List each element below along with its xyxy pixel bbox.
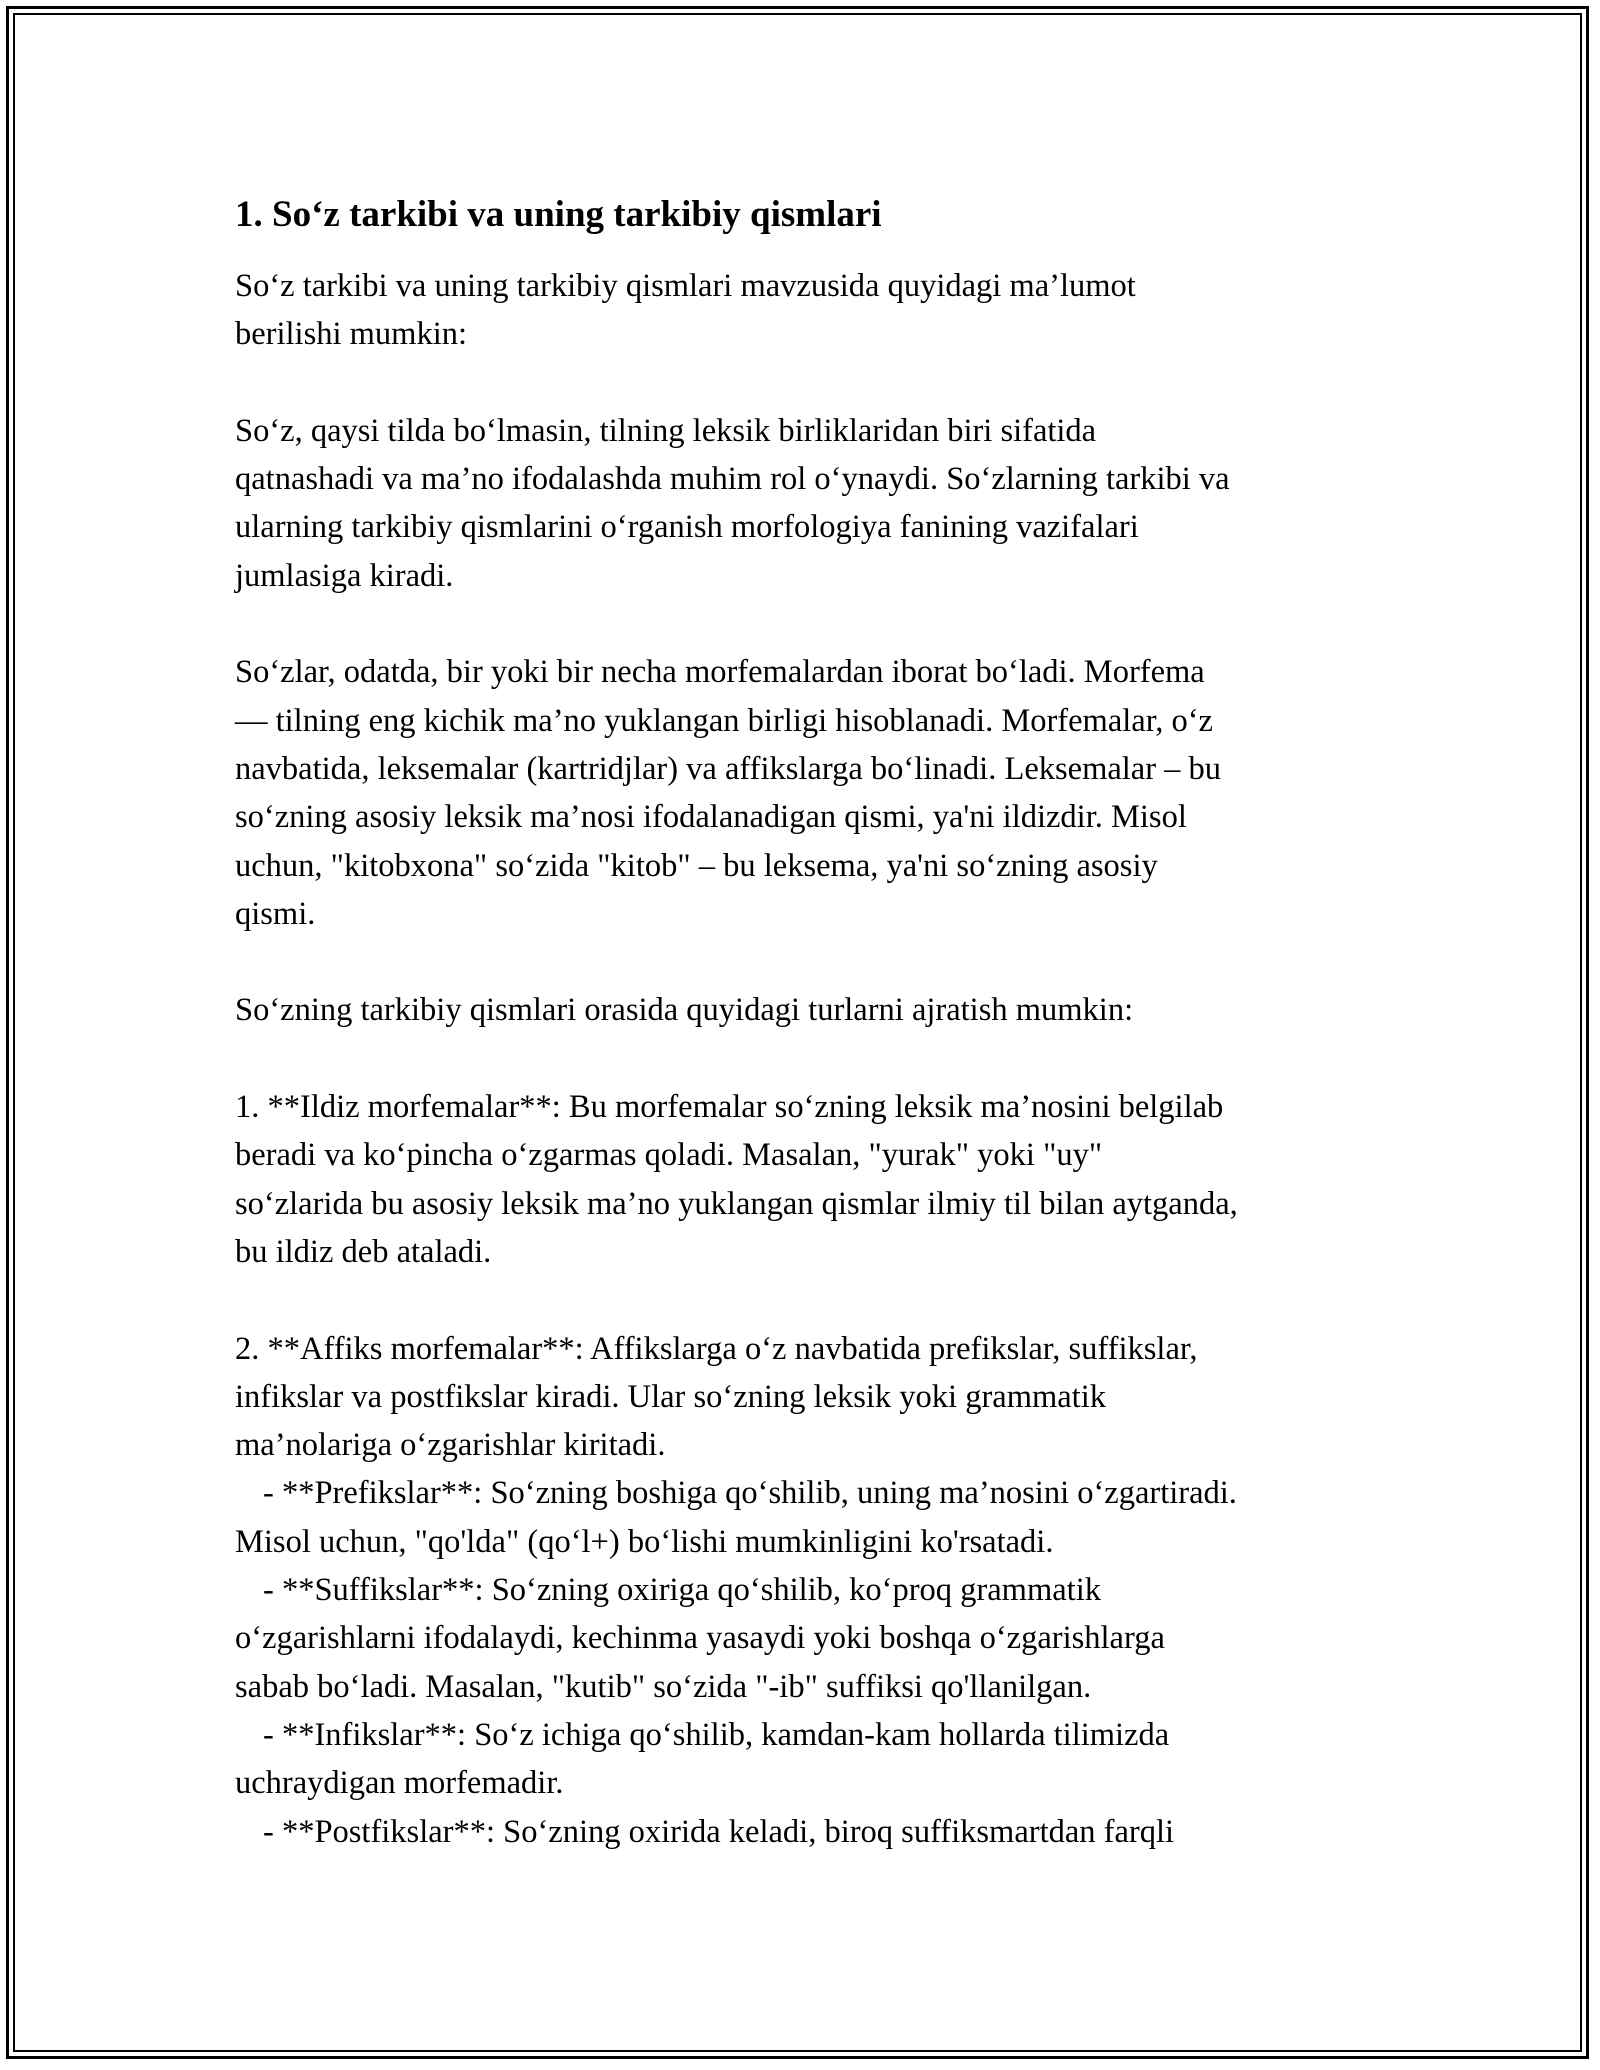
text-line: berilishi mumkin: [235,316,468,353]
text-line: so‘zning asosiy leksik ma’nosi ifodalanadigan qismi, ya'ni ildizdir. Misol [235,799,1187,836]
list-item-root-morphemes [235,1083,1375,1276]
text-line: infikslar va postfikslar kiradi. Ular so‘zning leksik yoki grammatik [235,1378,1106,1415]
text-line: So‘zlar, odatda, bir yoki bir necha morfemalardan iborat bo‘ladi. Morfema [235,654,1205,691]
text-line: 1. **Ildiz morfemalar**: Bu morfemalar so‘zning leksik ma’nosini belgilab [235,1089,1224,1126]
text-line: qatnashadi va ma’no ifodalashda muhim rol o‘ynaydi. So‘zlarning tarkibi va [235,461,1230,498]
text-line: So‘z, qaysi tilda bo‘lmasin, tilning leksik birliklaridan biri sifatida [235,412,1097,449]
text-line: sabab bo‘ladi. Masalan, "kutib" so‘zida "-ib" suffiksi qo'llanilgan. [235,1668,1092,1705]
text-line: navbatida, leksemalar (kartridjlar) va affikslarga bo‘linadi. Leksemalar – bu [235,750,1222,787]
text-line: o‘zgarishlarni ifodalaydi, kechinma yasaydi yoki boshqa o‘zgarishlarga [235,1620,1165,1657]
text-line: ma’nolariga o‘zgarishlar kiritadi. [235,1427,666,1464]
paragraph-word-definition [235,407,1375,600]
text-line: So‘z tarkibi va uning tarkibiy qismlari mavzusida quyidagi ma’lumot [235,268,1136,304]
text-line: ularning tarkibiy qismlarini o‘rganish morfologiya fanining vazifalari [235,509,1139,546]
section-heading: 1. So‘z tarkibi va uning tarkibiy qismlari [235,194,882,235]
text-line: qismi. [235,895,316,932]
sub-item-postfixes: - **Postfikslar**: So‘zning oxirida keladi, biroq suffiksmartdan farqli [263,1813,1175,1850]
text-line: beradi va ko‘pincha o‘zgarmas qoladi. Masalan, "yurak" yoki "uy" [235,1137,1103,1174]
sub-item-prefixes: - **Prefikslar**: So‘zning boshiga qo‘shilib, uning ma’nosini o‘zgartiradi. [263,1475,1237,1512]
text-line: uchun, "kitobxona" so‘zida "kitob" – bu leksema, ya'ni so‘zning asosiy [235,847,1158,884]
paragraph-types-intro [235,986,1375,1034]
text-line: uchraydigan morfemadir. [235,1765,564,1802]
text-line: So‘zning tarkibiy qismlari orasida quyidagi turlarni ajratish mumkin: [235,992,1134,1029]
text-line: bu ildiz deb ataladi. [235,1233,492,1270]
text-line: — tilning eng kichik ma’no yuklangan birligi hisoblanadi. Morfemalar, o‘z [235,702,1213,739]
text-line: 2. **Affiks morfemalar**: Affikslarga o‘z navbatida prefikslar, suffikslar, [235,1330,1198,1367]
text-line: jumlasiga kiradi. [235,557,454,594]
list-item-affix-morphemes [235,1325,1375,1856]
sub-item-infixes: - **Infikslar**: So‘z ichiga qo‘shilib, kamdan-kam hollarda tilimizda [263,1716,1170,1753]
text-line: Misol uchun, "qo'lda" (qo‘l+) bo‘lishi mumkinligini ko'rsatadi. [235,1523,1054,1560]
paragraph-intro [235,262,1375,359]
paragraph-morphemes [235,648,1375,938]
sub-item-suffixes: - **Suffikslar**: So‘zning oxiriga qo‘shilib, ko‘proq grammatik [263,1572,1101,1609]
text-line: so‘zlarida bu asosiy leksik ma’no yuklangan qismlar ilmiy til bilan aytganda, [235,1185,1238,1222]
document-body [235,190,1375,1856]
